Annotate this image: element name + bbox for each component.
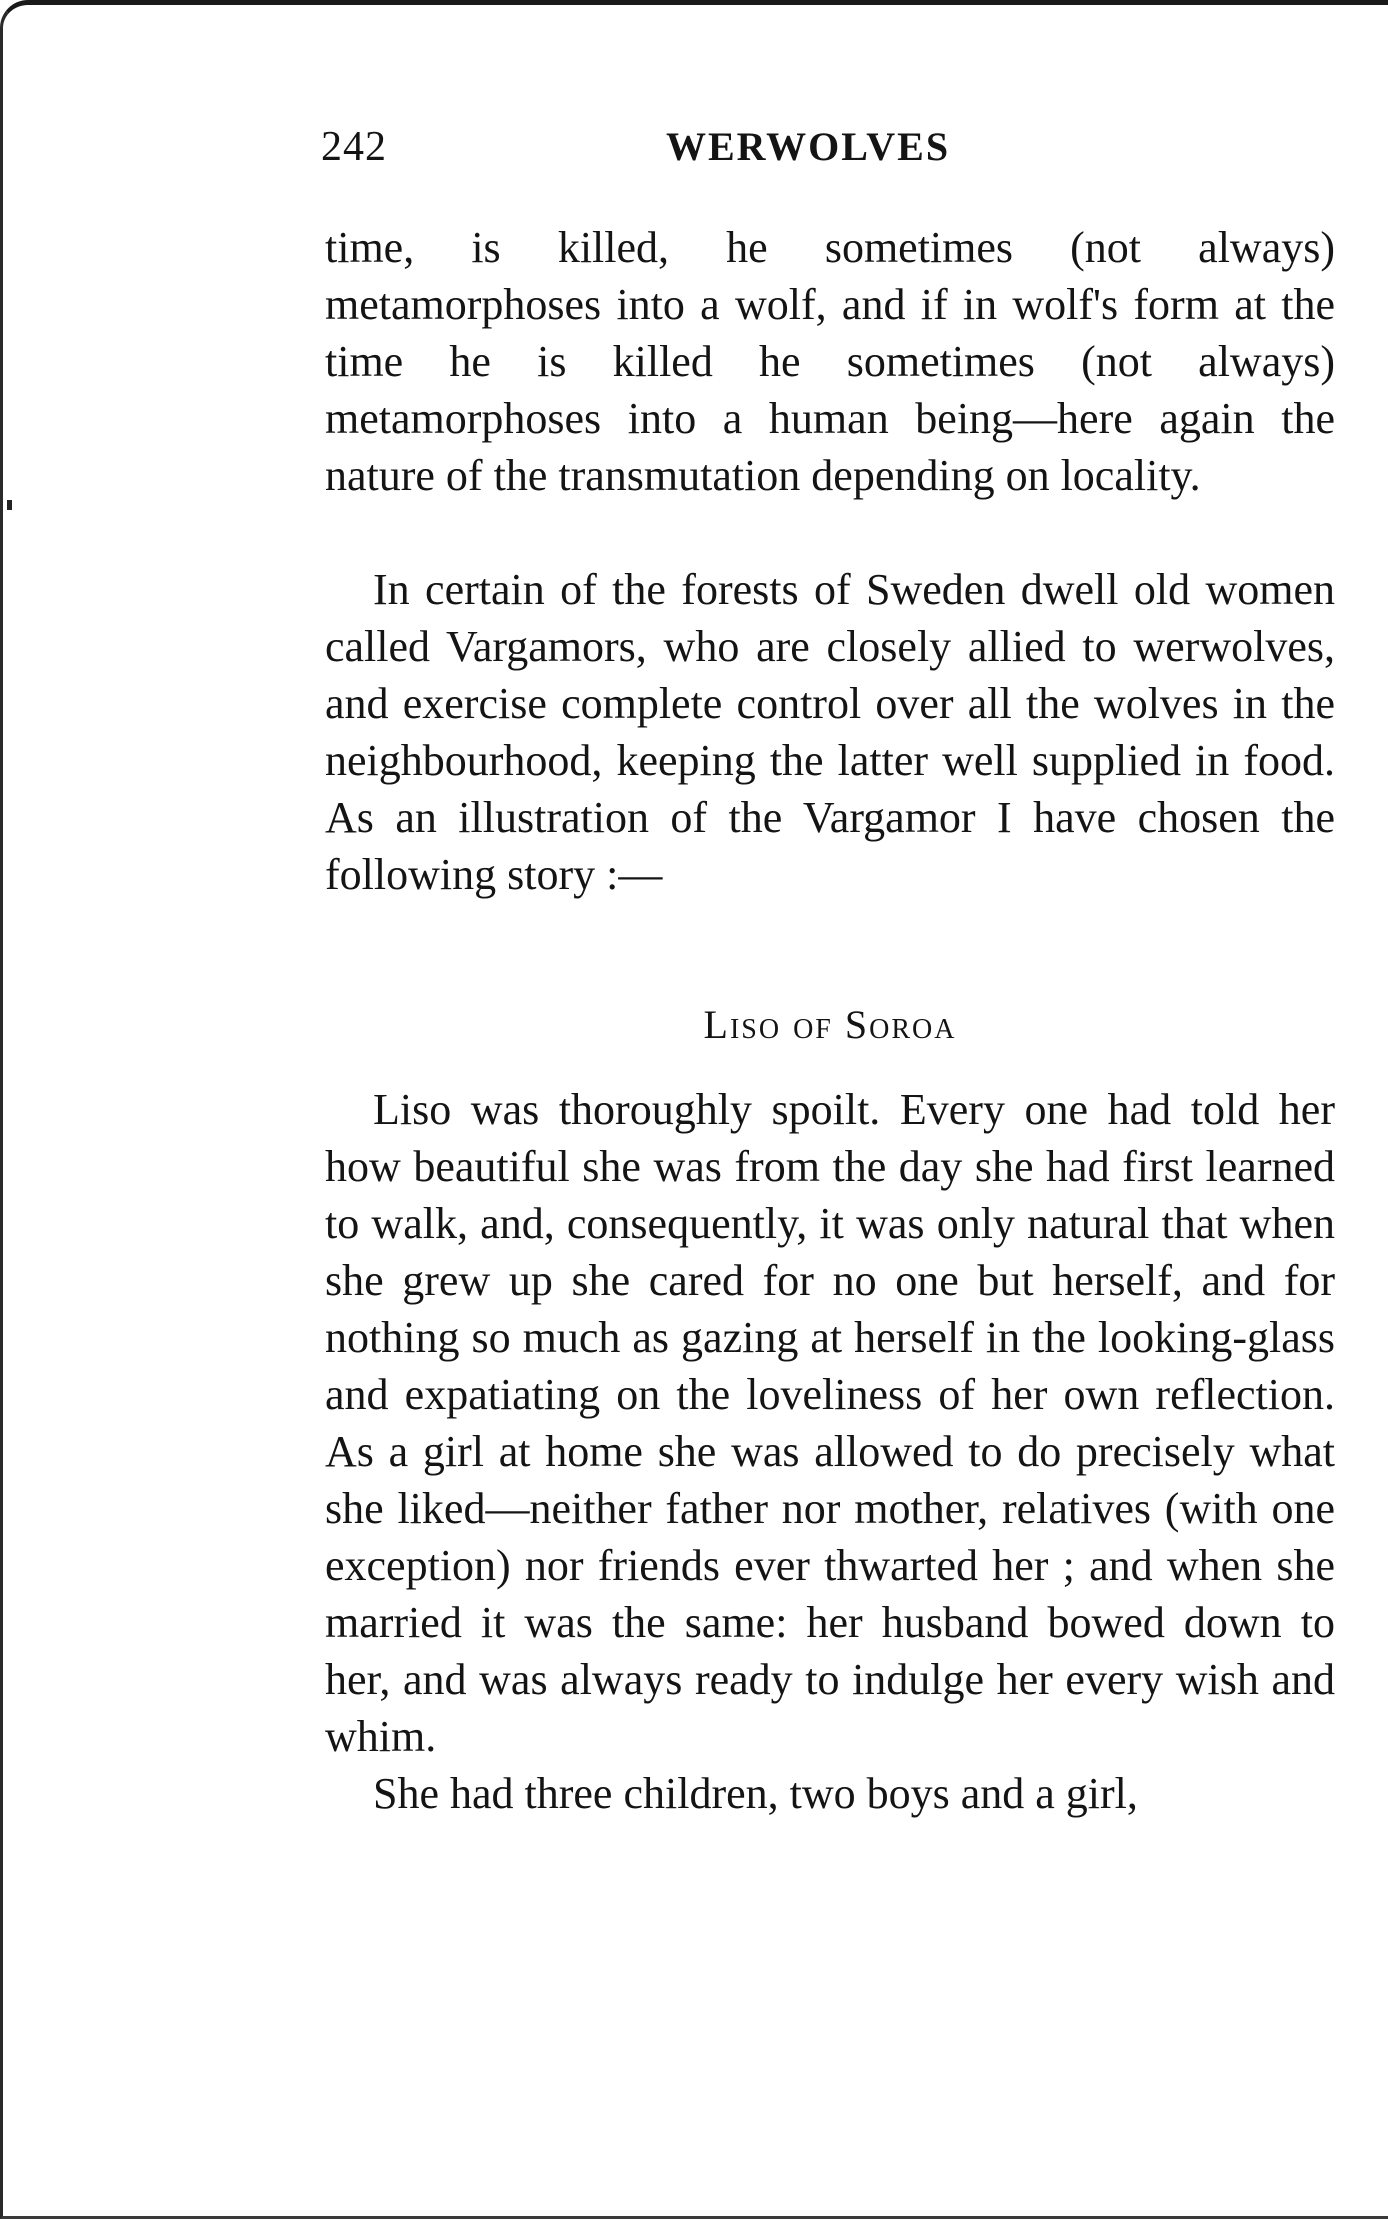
body-text-top — [325, 219, 1335, 504]
body-text-story — [325, 1081, 1335, 1822]
paragraph-continuation: time, is killed, he sometimes (not always) metamorphoses into a wolf, and if in wolf's form at the time he is killed he sometimes (not always) metamorphoses into a human being—here again the nature of the transmutation depending on locality. — [325, 223, 1335, 500]
body-text-middle — [325, 561, 1335, 903]
running-title: WERWOLVES — [666, 124, 951, 169]
page-header — [321, 123, 1331, 183]
margin-mark — [7, 500, 12, 510]
story-title: Liso of Soroa — [703, 1002, 957, 1047]
paragraph-liso: Liso was thoroughly spoilt. Every one had told her how beautiful she was from the day she had first learned to walk, and, consequently, it was only natural that when she grew up she cared for no one but herself, and for nothing so much as gazing at herself in the looking-glass and expatiating on the loveliness of her own reflection. As a girl at home she was allowed to do precisely what she liked—neither father nor mother, relatives (with one exception) nor friends ever thwarted her ; and when she married it was the same: her husband bowed down to her, and was always ready to indulge her every wish and whim. — [325, 1085, 1335, 1761]
paragraph-children: She had three children, two boys and a girl, — [373, 1769, 1138, 1818]
paragraph-vargamors: In certain of the forests of Sweden dwell old women called Vargamors, who are closely allied to werwolves, and exercise complete control over all the wolves in the neighbourhood, keeping the latter well supplied in food. As an illustration of the Vargamor I have chosen the following story :— — [325, 565, 1335, 899]
page-number: 242 — [321, 124, 387, 170]
